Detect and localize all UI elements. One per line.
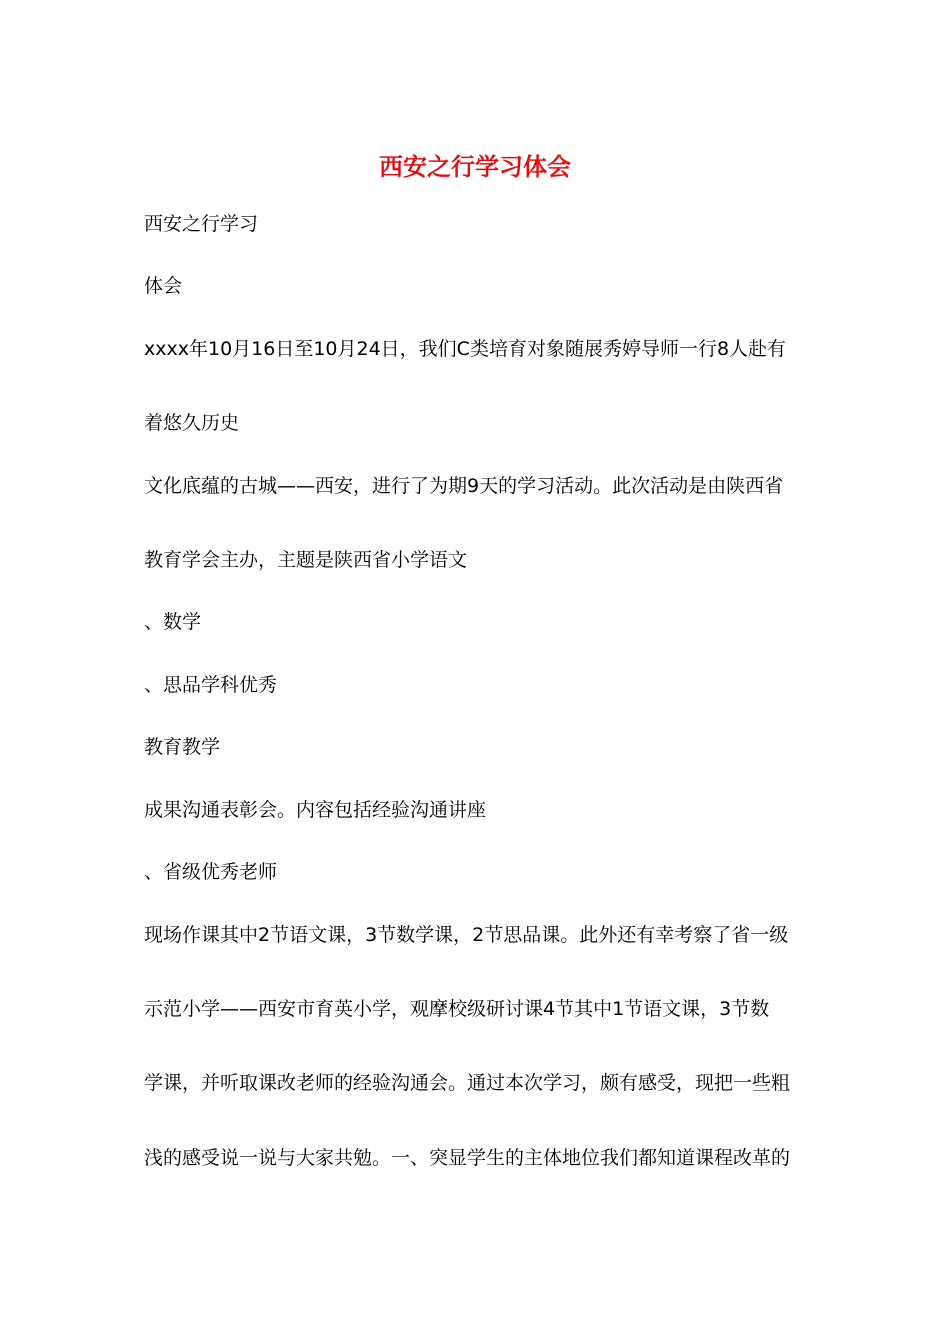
body-line: 、省级优秀老师 bbox=[144, 861, 278, 883]
body-line: xxxx年10月16日至10月24日，我们C类培育对象随展秀婷导师一行8人赴有 bbox=[144, 338, 787, 360]
body-line: 体会 bbox=[144, 275, 183, 297]
body-line: 文化底蕴的古城——西安，进行了为期9天的学习活动。此次活动是由陕西省 bbox=[144, 475, 784, 497]
body-line: 、数学 bbox=[144, 611, 202, 633]
body-line: 学课，并听取课改老师的经验沟通会。通过本次学习，颇有感受，现把一些粗 bbox=[144, 1072, 791, 1094]
body-line: 现场作课其中2节语文课，3节数学课，2节思品课。此外还有幸考察了省一级 bbox=[144, 924, 789, 946]
document-title: 西安之行学习体会 bbox=[379, 152, 571, 181]
body-line: 成果沟通表彰会。内容包括经验沟通讲座 bbox=[144, 799, 487, 821]
body-line: 教育教学 bbox=[144, 736, 221, 758]
body-line: 教育学会主办，主题是陕西省小学语文 bbox=[144, 549, 468, 571]
body-line: 着悠久历史 bbox=[144, 412, 240, 434]
body-line: 西安之行学习 bbox=[144, 213, 259, 235]
body-line: 、思品学科优秀 bbox=[144, 674, 278, 696]
body-line: 浅的感受说一说与大家共勉。一、突显学生的主体地位我们都知道课程改革的 bbox=[144, 1147, 791, 1169]
body-line: 示范小学——西安市育英小学，观摩校级研讨课4节其中1节语文课，3节数 bbox=[144, 998, 770, 1020]
